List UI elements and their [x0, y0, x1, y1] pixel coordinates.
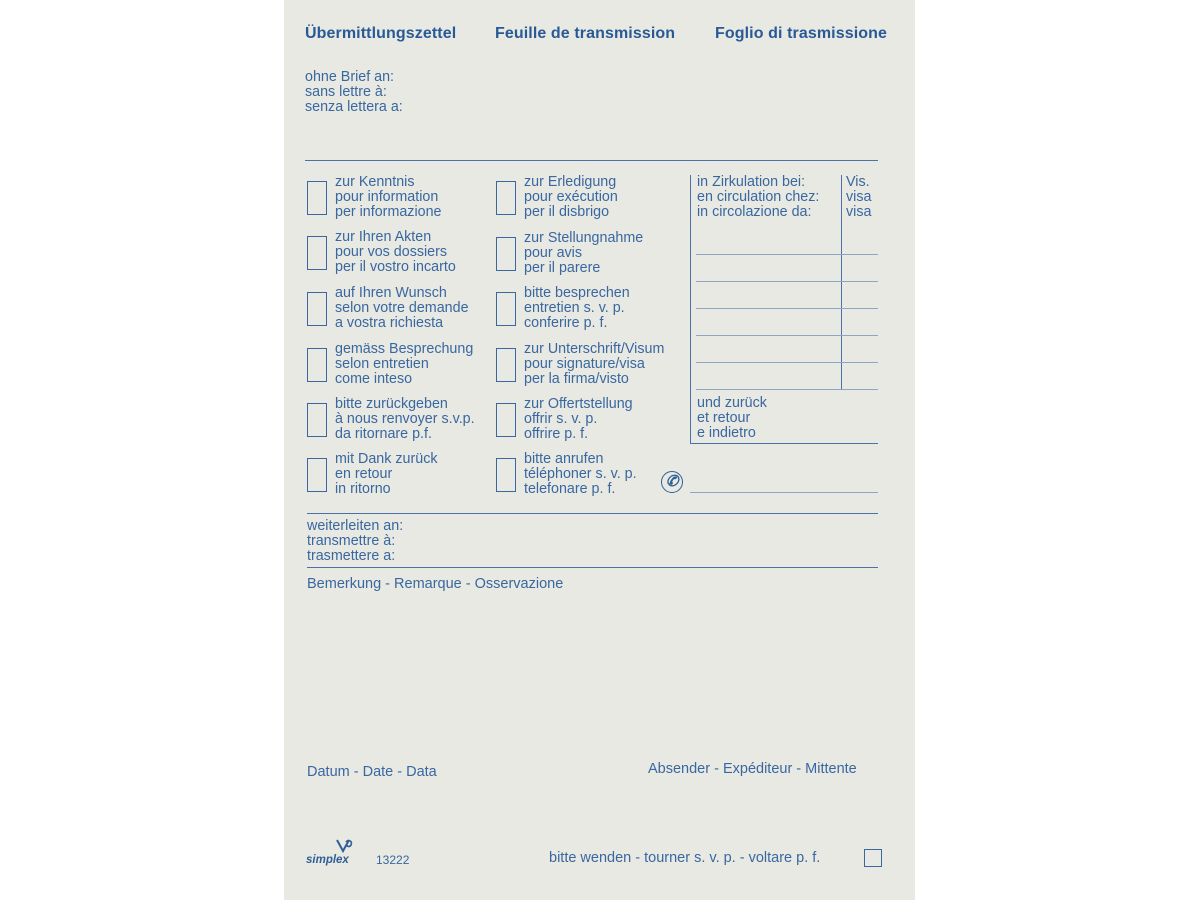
- option-as-discussed: gemäss Besprechung selon entretien come inteso: [335, 341, 474, 388]
- circulation-left-border: [690, 175, 691, 443]
- checkbox-for-opinion[interactable]: [496, 237, 516, 271]
- remarks-label: Bemerkung - Remarque - Osservazione: [307, 576, 564, 592]
- sender-label: Absender - Expéditeur - Mittente: [648, 761, 857, 777]
- checkbox-please-discuss[interactable]: [496, 292, 516, 326]
- option-for-action: zur Erledigung pour exécution per il disbrigo: [524, 174, 618, 221]
- checkbox-please-call[interactable]: [496, 458, 516, 492]
- circulation-bottom-line: [690, 443, 878, 444]
- checkbox-for-signature[interactable]: [496, 348, 516, 382]
- circulation-row-line[interactable]: [696, 335, 878, 336]
- recipient-label: ohne Brief an: sans lettre à: senza lettera a:: [305, 69, 403, 116]
- form-number: 13222: [376, 853, 410, 867]
- turn-over-checkbox[interactable]: [864, 849, 882, 867]
- circulation-row-line[interactable]: [696, 389, 878, 390]
- option-for-opinion: zur Stellungnahme pour avis per il parere: [524, 230, 644, 277]
- checkbox-at-your-request[interactable]: [307, 292, 327, 326]
- forward-label: weiterleiten an: transmettre à: trasmettere a:: [307, 518, 404, 565]
- option-for-information: zur Kenntnis pour information per informazione: [335, 174, 442, 221]
- option-returned-with-thanks: mit Dank zurück en retour in ritorno: [335, 451, 438, 498]
- visa-header: Vis. visa visa: [846, 174, 872, 221]
- title-french: Feuille de transmission: [495, 25, 676, 42]
- circulation-row-line[interactable]: [696, 281, 878, 282]
- option-for-signature: zur Unterschrift/Visum pour signature/visa per la firma/visto: [524, 341, 665, 388]
- option-for-your-files: zur Ihren Akten pour vos dossiers per il vostro incarto: [335, 229, 456, 276]
- option-please-call: bitte anrufen téléphoner s. v. p. telefonare p. f.: [524, 451, 637, 498]
- circulation-return-label: und zurück et retour e indietro: [697, 395, 767, 442]
- option-please-return: bitte zurückgeben à nous renvoyer s.v.p. da ritornare p.f.: [335, 396, 475, 443]
- option-please-discuss: bitte besprechen entretien s. v. p. conferire p. f.: [524, 285, 630, 332]
- checkbox-returned-with-thanks[interactable]: [307, 458, 327, 492]
- transmission-slip: [284, 0, 915, 900]
- forward-line[interactable]: [307, 567, 878, 568]
- brand-name: simplex: [306, 854, 349, 866]
- circulation-row-line[interactable]: [696, 362, 878, 363]
- telephone-icon: ✆: [661, 471, 683, 493]
- date-label: Datum - Date - Data: [307, 764, 437, 780]
- checkbox-for-information[interactable]: [307, 181, 327, 215]
- option-at-your-request: auf Ihren Wunsch selon votre demande a vostra richiesta: [335, 285, 469, 332]
- recipient-line[interactable]: [305, 160, 878, 161]
- circulation-header: in Zirkulation bei: en circulation chez: in circolazione da:: [697, 174, 820, 221]
- phone-number-line[interactable]: [690, 492, 878, 493]
- circulation-row-line[interactable]: [696, 308, 878, 309]
- option-for-quotation: zur Offertstellung offrir s. v. p. offrire p. f.: [524, 396, 633, 443]
- checkbox-for-action[interactable]: [496, 181, 516, 215]
- forward-top-line: [307, 513, 878, 514]
- visa-column-border: [841, 175, 842, 390]
- remarks-area[interactable]: [307, 600, 878, 740]
- checkbox-please-return[interactable]: [307, 403, 327, 437]
- turn-over-label: bitte wenden - tourner s. v. p. - voltare p. f.: [549, 850, 821, 866]
- checkbox-for-quotation[interactable]: [496, 403, 516, 437]
- title-italian: Foglio di trasmissione: [715, 25, 888, 42]
- circulation-row-line[interactable]: [696, 254, 878, 255]
- checkbox-as-discussed[interactable]: [307, 348, 327, 382]
- title-german: Übermittlungszettel: [305, 25, 457, 42]
- checkbox-for-your-files[interactable]: [307, 236, 327, 270]
